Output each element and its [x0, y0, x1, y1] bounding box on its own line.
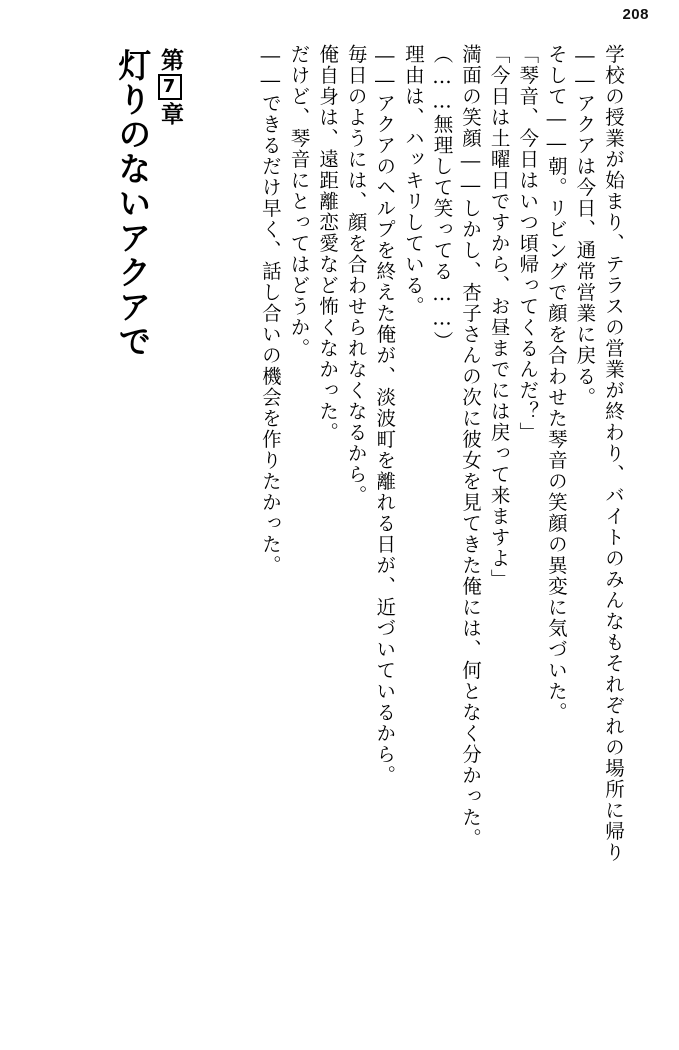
body-text	[255, 44, 627, 1009]
paragraph: （……無理して笑ってる……）	[430, 44, 454, 352]
paragraph: 「今日は土曜日ですから、お昼までには戻って来ますよ」	[487, 44, 511, 590]
paragraph: 俺自身は、遠距離恋愛など怖くなかった。	[316, 44, 340, 443]
paragraph: 「琴音、今日はいつ頃帰ってくるんだ？」	[516, 44, 540, 443]
paragraph: 理由は、ハッキリしている。	[401, 44, 425, 317]
paragraph: 満面の笑顔――しかし、杏子さんの次に彼女を見てきた俺には、何となく分かった。	[459, 44, 483, 849]
chapter-title	[113, 48, 187, 478]
paragraph: ――アクアのヘルプを終えた俺が、淡波町を離れる日が、近づいているから。	[373, 44, 397, 786]
paragraph: だけど、琴音にとってはどうか。	[287, 44, 311, 359]
chapter-head-label: 第	[157, 48, 183, 72]
paragraph: ――できるだけ早く、話し合いの機会を作りたかった。	[258, 44, 282, 576]
paragraph: 毎日のようには、顔を合わせられなくなるから。	[344, 44, 368, 506]
page-number: 208	[622, 6, 649, 23]
paragraph: そして――朝。リビングで顔を合わせた琴音の笑顔の異変に気づいた。	[544, 44, 568, 723]
paragraph: ――アクアは今日、通常営業に戻る。	[573, 44, 597, 408]
chapter-number: 7	[158, 74, 183, 100]
chapter-head-suffix: 章	[157, 102, 183, 126]
chapter-title-text: 灯りのないアクアで	[113, 48, 153, 359]
paragraph: 学校の授業が始まり、テラスの営業が終わり、バイトのみんなもそれぞれの場所に帰り	[602, 44, 625, 863]
